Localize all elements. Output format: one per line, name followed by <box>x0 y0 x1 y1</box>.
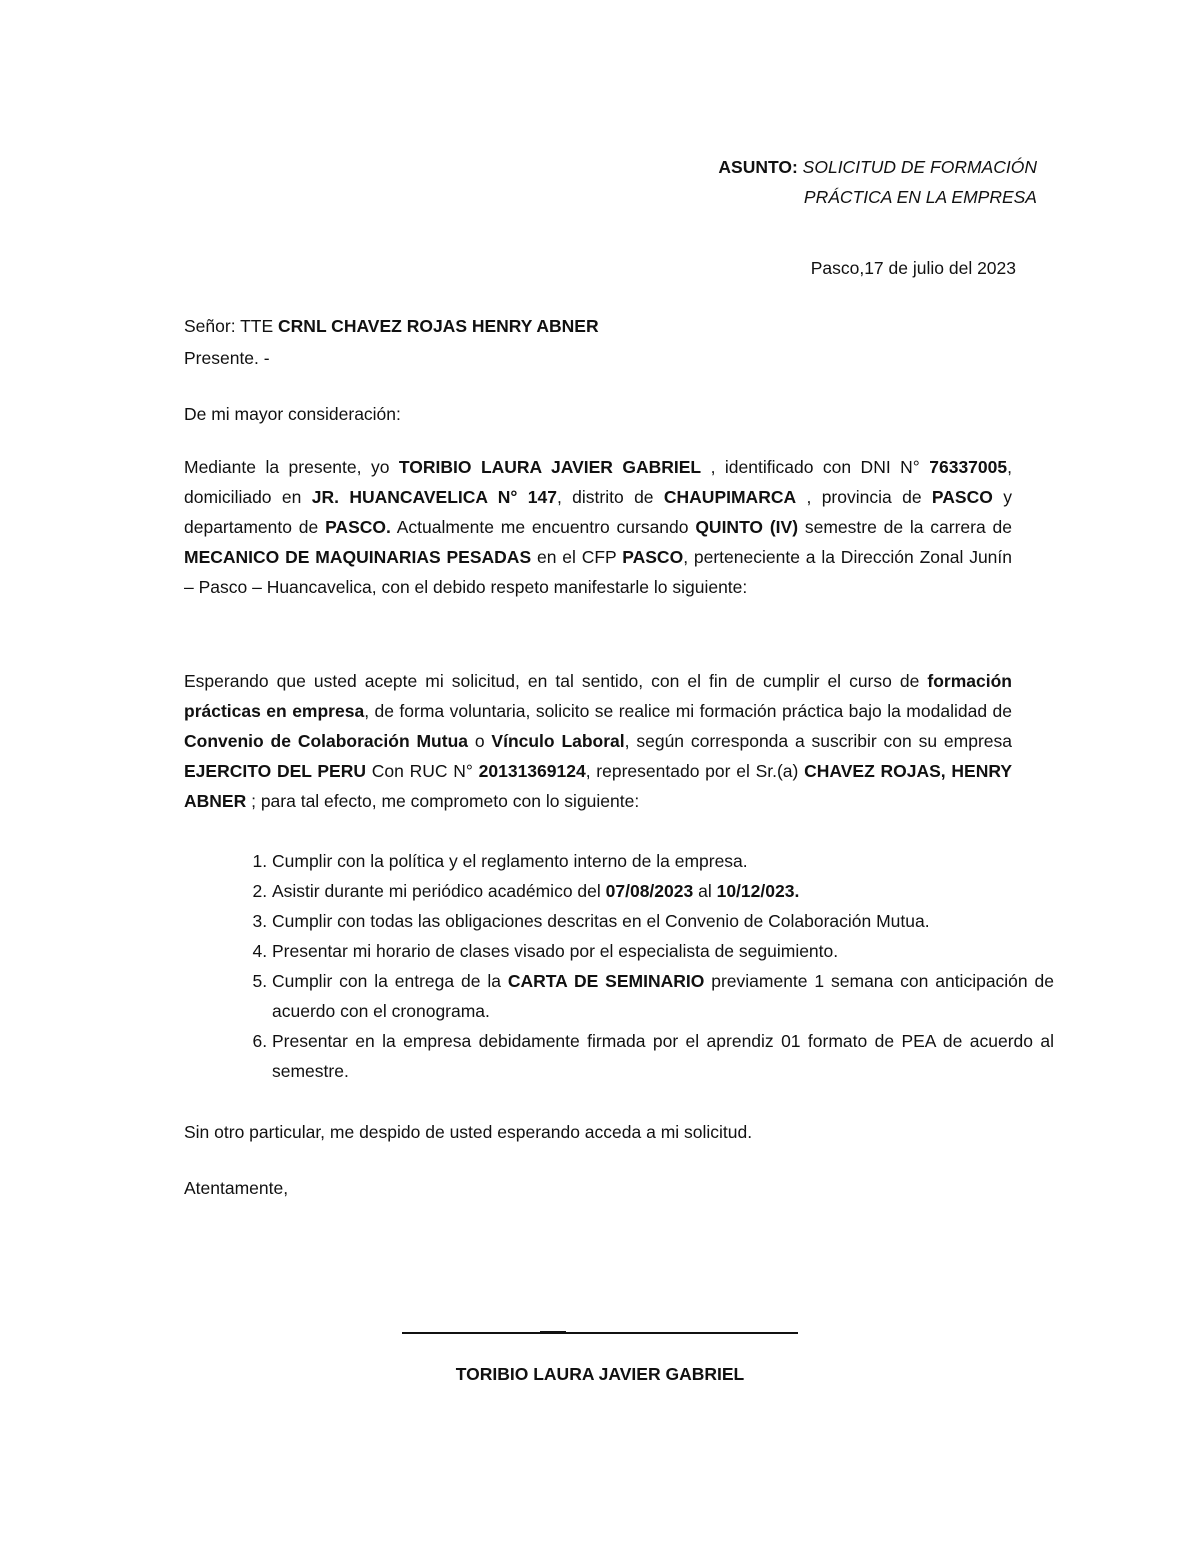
farewell: Sin otro particular, me despido de usted esperando acceda a mi solicitud. <box>184 1122 753 1142</box>
list-item: 3. Cumplir con todas las obligaciones descritas en el Convenio de Colaboración Mutua. <box>272 906 1054 936</box>
subject-block <box>718 152 1037 212</box>
list-item: 5. Cumplir con la entrega de la CARTA DE SEMINARIO previamente 1 semana con anticipación de acuerdo con el cronograma. <box>272 966 1054 1026</box>
address: JR. HUANCAVELICA N° 147 <box>311 487 557 507</box>
date: Pasco,17 de julio del 2023 <box>810 258 1016 278</box>
student-name: TORIBIO LAURA JAVIER GABRIEL <box>398 457 702 477</box>
cfp: PASCO <box>622 547 684 567</box>
ruc-number: 20131369124 <box>478 761 586 781</box>
district: CHAUPIMARCA <box>663 487 797 507</box>
recipient-name: CRNL CHAVEZ ROJAS HENRY ABNER <box>278 316 599 336</box>
closing: Atentamente, <box>184 1178 289 1198</box>
list-item: 6. Presentar en la empresa debidamente firmada por el aprendiz 01 formato de PEA de acuerdo al semestre. <box>272 1026 1054 1086</box>
list-item: 4. Presentar mi horario de clases visado por el especialista de seguimiento. <box>272 936 1054 966</box>
province: PASCO <box>931 487 993 507</box>
list-item: 2. Asistir durante mi periódico académico del 07/08/2023 al 10/12/023. <box>272 876 1054 906</box>
list-item: 1. Cumplir con la política y el reglamento interno de la empresa. <box>272 846 1054 876</box>
subject-label: ASUNTO: <box>718 157 798 177</box>
semester: QUINTO (IV) <box>695 517 799 537</box>
career: MECANICO DE MAQUINARIAS PESADAS <box>184 547 532 567</box>
subject-line-2: PRÁCTICA EN LA EMPRESA <box>803 187 1037 207</box>
company-name: EJERCITO DEL PERU <box>184 761 366 781</box>
signature-line <box>402 1332 798 1334</box>
paragraph-2: Esperando que usted acepte mi solicitud, en tal sentido, con el fin de cumplir el curso de formación prácticas en empresa, de forma voluntaria, solicito se realice mi formación práctica bajo la modalidad de Convenio de Colaboración Mutua o Vínculo Laboral, según corresponda a suscribir con su empresa EJERCITO DEL PERU Con RUC N° 20131369124, representado por el Sr.(a) CHAVEZ ROJAS, HENRY ABNER ; para tal efecto, me comprometo con lo siguiente: <box>184 671 1013 811</box>
recipient-prefix: Señor: TTE <box>184 316 279 336</box>
department: PASCO. <box>325 517 391 537</box>
dni-number: 76337005 <box>929 457 1008 477</box>
subject-line-1: SOLICITUD DE FORMACIÓN <box>802 157 1037 177</box>
greeting: De mi mayor consideración: <box>184 404 401 424</box>
paragraph-1: Mediante la presente, yo TORIBIO LAURA JAVIER GABRIEL , identificado con DNI N° 76337005, domiciliado en JR. HUANCAVELICA N° 147, distrito de CHAUPIMARCA , provincia de PASCO y departamento de PASCO. Actualmente me encuentro cursando QUINTO (IV) semestre de la carrera de MECANICO DE MAQUINARIAS PESADAS en el CFP PASCO, perteneciente a la Dirección Zonal Junín – Pasco – Huancavelica, con el debido respeto manifestarle lo siguiente: <box>184 457 1012 597</box>
representative-name: CHAVEZ ROJAS, HENRY ABNER <box>184 761 1013 811</box>
recipient <box>184 316 1012 337</box>
presente-line: Presente. - <box>184 348 270 368</box>
signer-name: TORIBIO LAURA JAVIER GABRIEL <box>455 1364 745 1384</box>
commitments-list <box>230 846 1054 1086</box>
